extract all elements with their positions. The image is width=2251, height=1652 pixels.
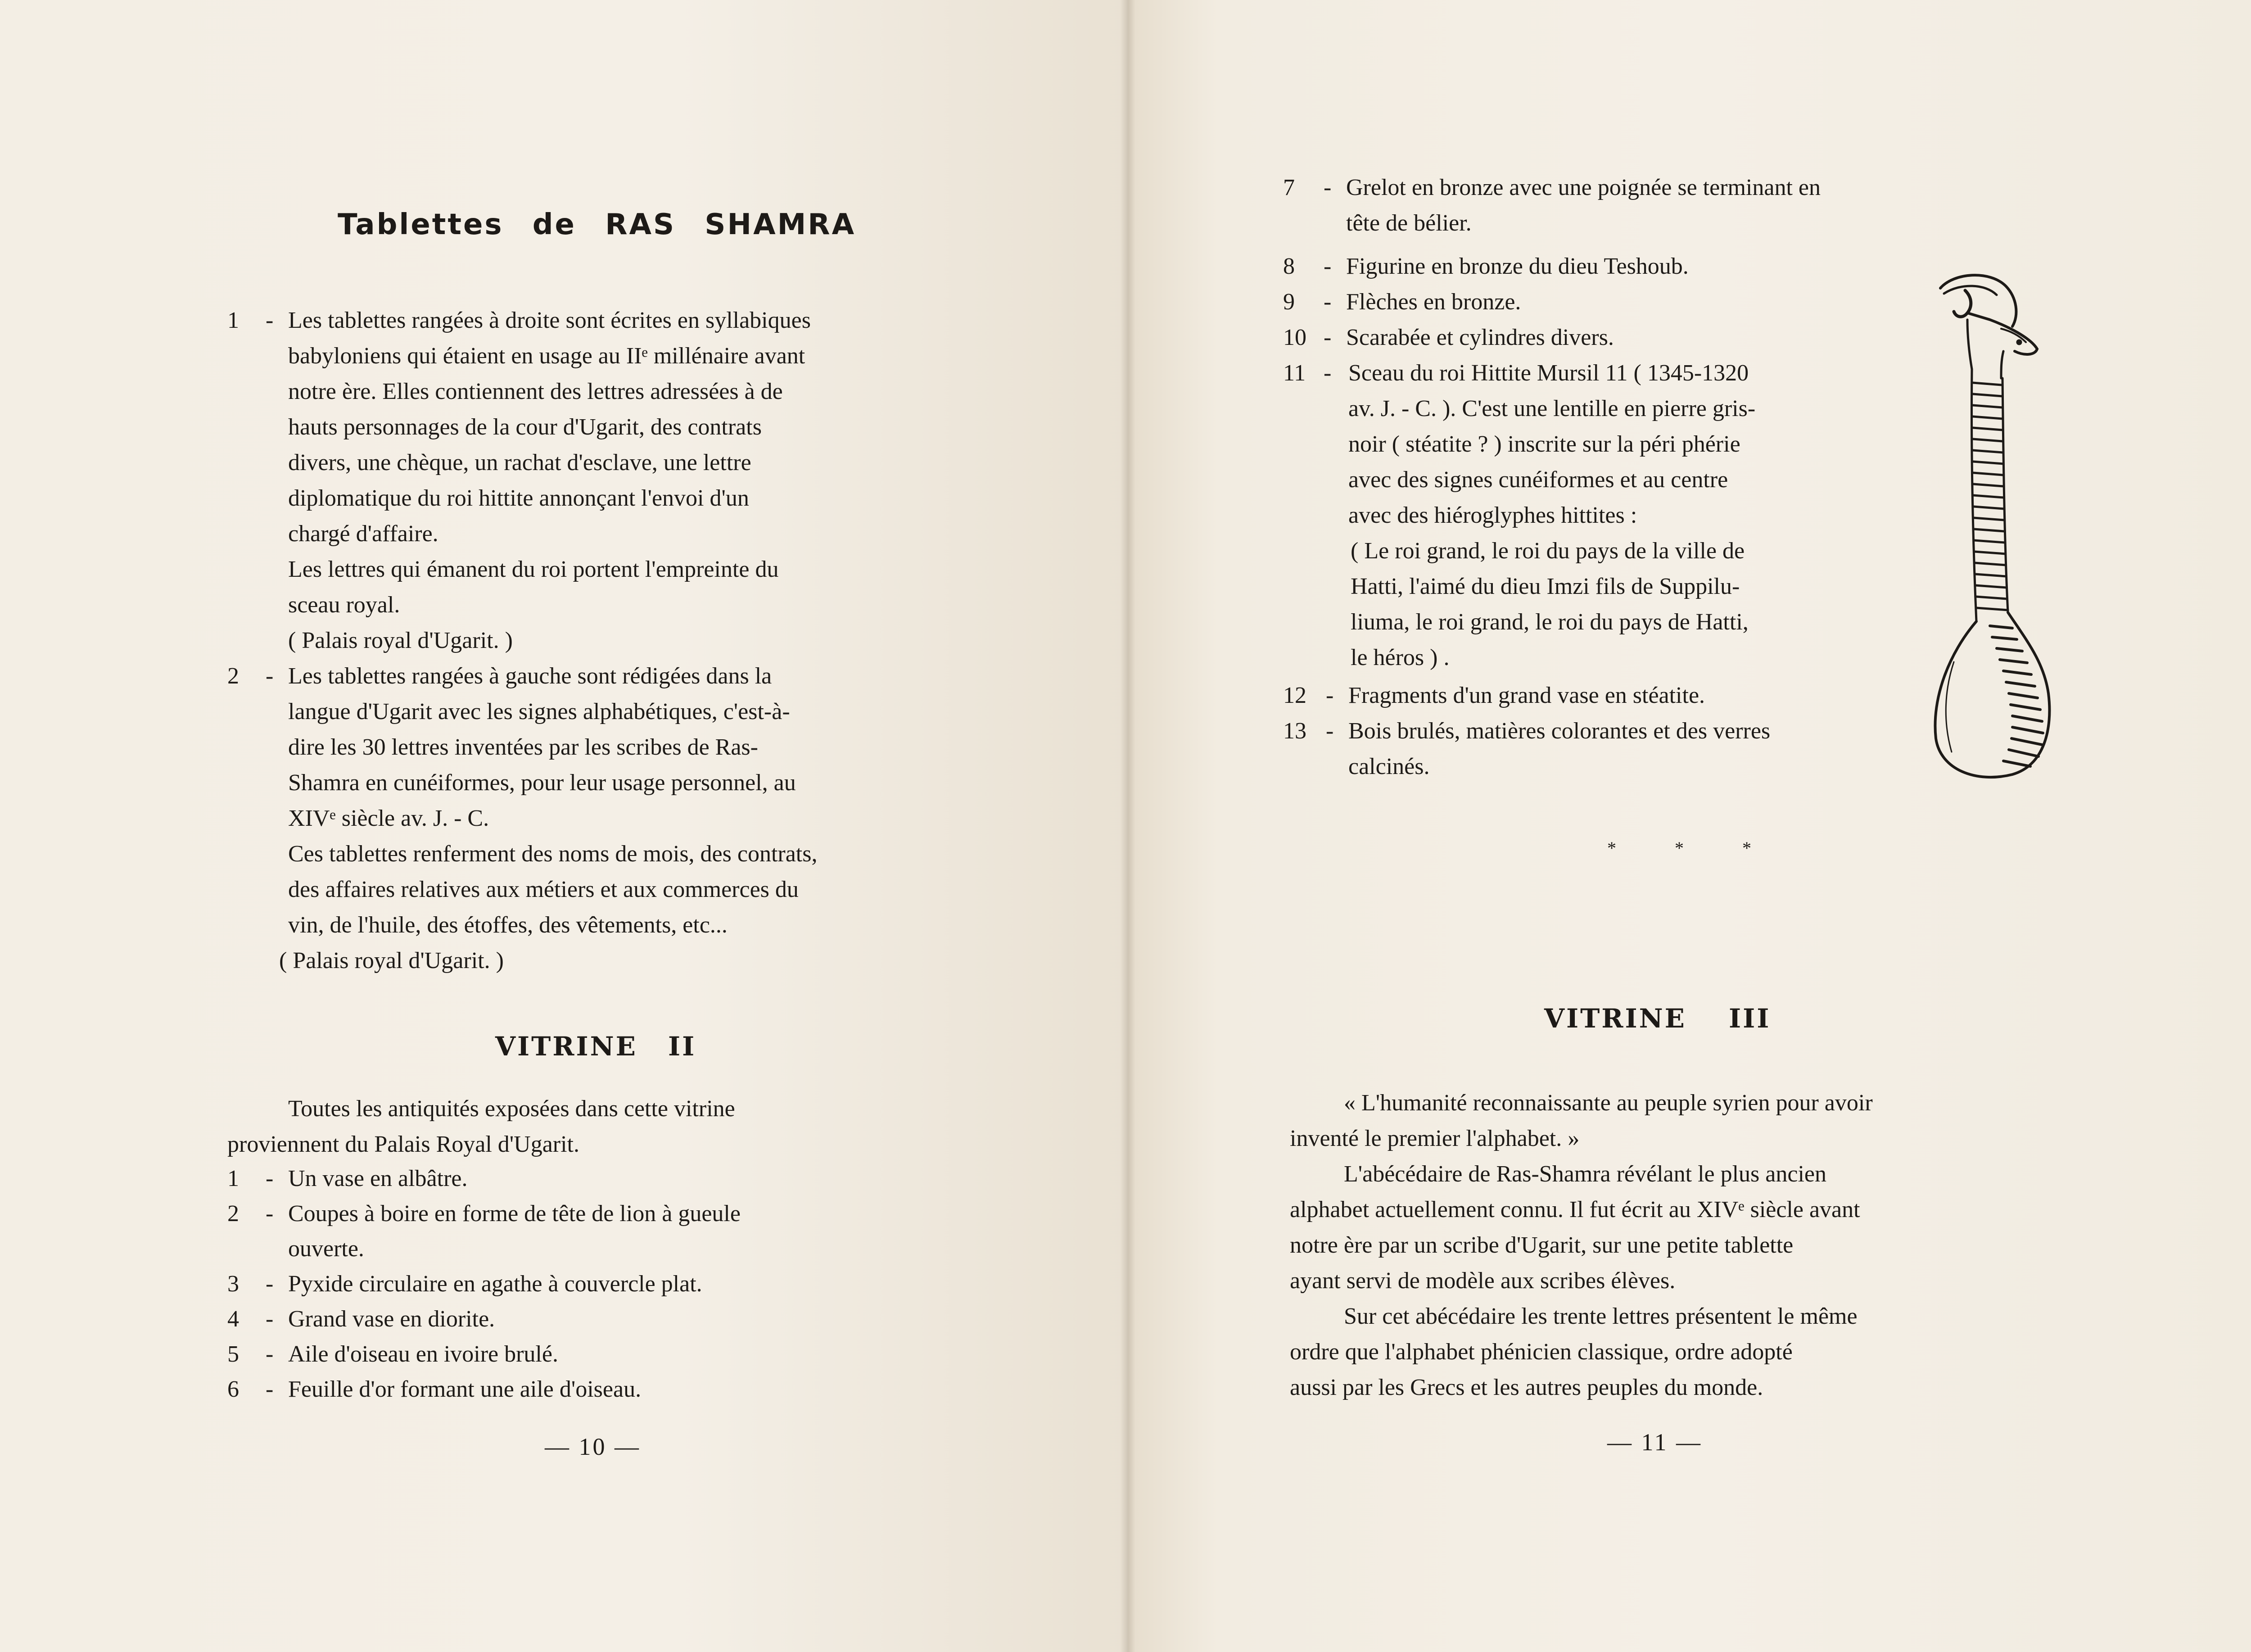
para-line: L'abécédaire de Ras-Shamra révélant le plus ancien — [1344, 1161, 1826, 1187]
item-line: liuma, le roi grand, le roi du pays de Hatti, — [1351, 609, 1749, 635]
item-number: 5 — [227, 1341, 239, 1367]
item-dash: - — [1324, 289, 1332, 315]
item-line: Les tablettes rangées à droite sont écrites en syllabiques — [288, 308, 811, 333]
item-number: 4 — [227, 1306, 239, 1332]
item-line: noir ( stéatite ? ) inscrite sur la péri phérie — [1348, 431, 1740, 457]
item-line: ( Palais royal d'Ugarit. ) — [288, 628, 513, 653]
item-number: 3 — [227, 1271, 239, 1297]
separator-asterisks: * * * — [1607, 838, 1778, 858]
item-line: babyloniens qui étaient en usage au IIᵉ millénaire avant — [288, 343, 805, 369]
para-line: alphabet actuellement connu. Il fut écrit au XIVᵉ siècle avant — [1290, 1197, 1860, 1222]
item-line: ouverte. — [288, 1236, 364, 1262]
item-number: 7 — [1283, 175, 1295, 200]
item-line: XIVᵉ siècle av. J. - C. — [288, 806, 489, 831]
item-line: calcinés. — [1348, 754, 1430, 779]
para-line: ordre que l'alphabet phénicien classique, ordre adopté — [1290, 1339, 1793, 1365]
item-line: chargé d'affaire. — [288, 521, 438, 547]
item-line: Les lettres qui émanent du roi portent l'empreinte du — [288, 557, 779, 582]
para-line: aussi par les Grecs et les autres peuples du monde. — [1290, 1375, 1763, 1400]
item-line: Aile d'oiseau en ivoire brulé. — [288, 1341, 558, 1367]
item-dash: - — [266, 1306, 274, 1332]
item-number: 12 — [1283, 683, 1306, 708]
item-number: 8 — [1283, 253, 1295, 279]
item-line: vin, de l'huile, des étoffes, des vêtements, etc... — [288, 912, 728, 938]
section-heading: VITRINE II — [495, 1031, 696, 1062]
bronze-rattle-ram-head-illustration — [1922, 270, 2057, 792]
item-dash: - — [266, 308, 274, 333]
item-dash: - — [1324, 175, 1332, 200]
item-line: ( Palais royal d'Ugarit. ) — [279, 948, 504, 973]
item-line: Figurine en bronze du dieu Teshoub. — [1346, 253, 1689, 279]
item-number: 10 — [1283, 325, 1306, 350]
item-dash: - — [266, 1341, 274, 1367]
item-line: Un vase en albâtre. — [288, 1166, 468, 1191]
item-line: langue d'Ugarit avec les signes alphabétiques, c'est-à- — [288, 699, 790, 724]
page-number: — 11 — — [1607, 1429, 1702, 1456]
item-line: Fragments d'un grand vase en stéatite. — [1348, 683, 1705, 708]
item-line: hauts personnages de la cour d'Ugarit, des contrats — [288, 414, 762, 440]
item-line: Grand vase en diorite. — [288, 1306, 495, 1332]
item-number: 2 — [227, 1201, 239, 1227]
item-line: Feuille d'or formant une aile d'oiseau. — [288, 1376, 642, 1402]
para-line: ayant servi de modèle aux scribes élèves. — [1290, 1268, 1676, 1294]
item-line: Shamra en cunéiformes, pour leur usage personnel, au — [288, 770, 796, 796]
para-line: Sur cet abécédaire les trente lettres présentent le même — [1344, 1303, 1858, 1329]
item-dash: - — [266, 1376, 274, 1402]
item-line: Les tablettes rangées à gauche sont rédigées dans la — [288, 663, 772, 689]
item-line: Sceau du roi Hittite Mursil 11 ( 1345-1320 — [1348, 360, 1749, 386]
item-dash: - — [1324, 253, 1332, 279]
para-line: inventé le premier l'alphabet. » — [1290, 1126, 1580, 1151]
item-number: 13 — [1283, 718, 1306, 744]
book-gutter — [1120, 0, 1135, 1652]
item-line: tête de bélier. — [1346, 210, 1472, 236]
item-line: avec des signes cunéiformes et au centre — [1348, 467, 1728, 493]
item-line: Scarabée et cylindres divers. — [1346, 325, 1614, 350]
item-dash: - — [1324, 360, 1332, 386]
item-number: 1 — [227, 1166, 239, 1191]
item-line: diplomatique du roi hittite annonçant l'envoi d'un — [288, 485, 749, 511]
item-dash: - — [266, 1271, 274, 1297]
item-line: dire les 30 lettres inventées par les scribes de Ras- — [288, 734, 758, 760]
item-line: divers, une chèque, un rachat d'esclave, une lettre — [288, 450, 751, 475]
page-number: — 10 — — [545, 1433, 641, 1460]
para-line: « L'humanité reconnaissante au peuple syrien pour avoir — [1344, 1090, 1873, 1116]
item-number: 6 — [227, 1376, 239, 1402]
item-line: av. J. - C. ). C'est une lentille en pierre gris- — [1348, 396, 1756, 421]
page-title: Tablettes de RAS SHAMRA — [338, 208, 856, 241]
item-line: le héros ) . — [1351, 645, 1450, 670]
item-line: Flèches en bronze. — [1346, 289, 1521, 315]
item-line: Ces tablettes renferment des noms de mois, des contrats, — [288, 841, 818, 867]
item-line: Pyxide circulaire en agathe à couvercle plat. — [288, 1271, 702, 1297]
item-dash: - — [1326, 683, 1334, 708]
item-number: 2 — [227, 663, 239, 689]
item-line: avec des hiéroglyphes hittites : — [1348, 502, 1637, 528]
item-line: Hatti, l'aimé du dieu Imzi fils de Suppilu- — [1351, 574, 1740, 599]
section-heading: VITRINE III — [1544, 1003, 1771, 1034]
item-line: Coupes à boire en forme de tête de lion à gueule — [288, 1201, 741, 1227]
item-line: Bois brulés, matières colorantes et des verres — [1348, 718, 1771, 744]
item-line: ( Le roi grand, le roi du pays de la ville de — [1351, 538, 1745, 564]
item-dash: - — [1326, 718, 1334, 744]
item-dash: - — [1324, 325, 1332, 350]
item-line: des affaires relatives aux métiers et aux commerces du — [288, 877, 799, 902]
para-line: notre ère par un scribe d'Ugarit, sur une petite tablette — [1290, 1232, 1794, 1258]
item-number: 9 — [1283, 289, 1295, 315]
item-number: 1 — [227, 308, 239, 333]
intro-line: Toutes les antiquités exposées dans cette vitrine — [288, 1096, 735, 1122]
item-number: 11 — [1283, 360, 1306, 386]
item-dash: - — [266, 1166, 274, 1191]
item-line: sceau royal. — [288, 592, 400, 618]
item-line: notre ère. Elles contiennent des lettres adressées à de — [288, 379, 783, 404]
item-line: Grelot en bronze avec une poignée se terminant en — [1346, 175, 1821, 200]
intro-line: proviennent du Palais Royal d'Ugarit. — [227, 1132, 580, 1157]
item-dash: - — [266, 663, 274, 689]
item-dash: - — [266, 1201, 274, 1227]
